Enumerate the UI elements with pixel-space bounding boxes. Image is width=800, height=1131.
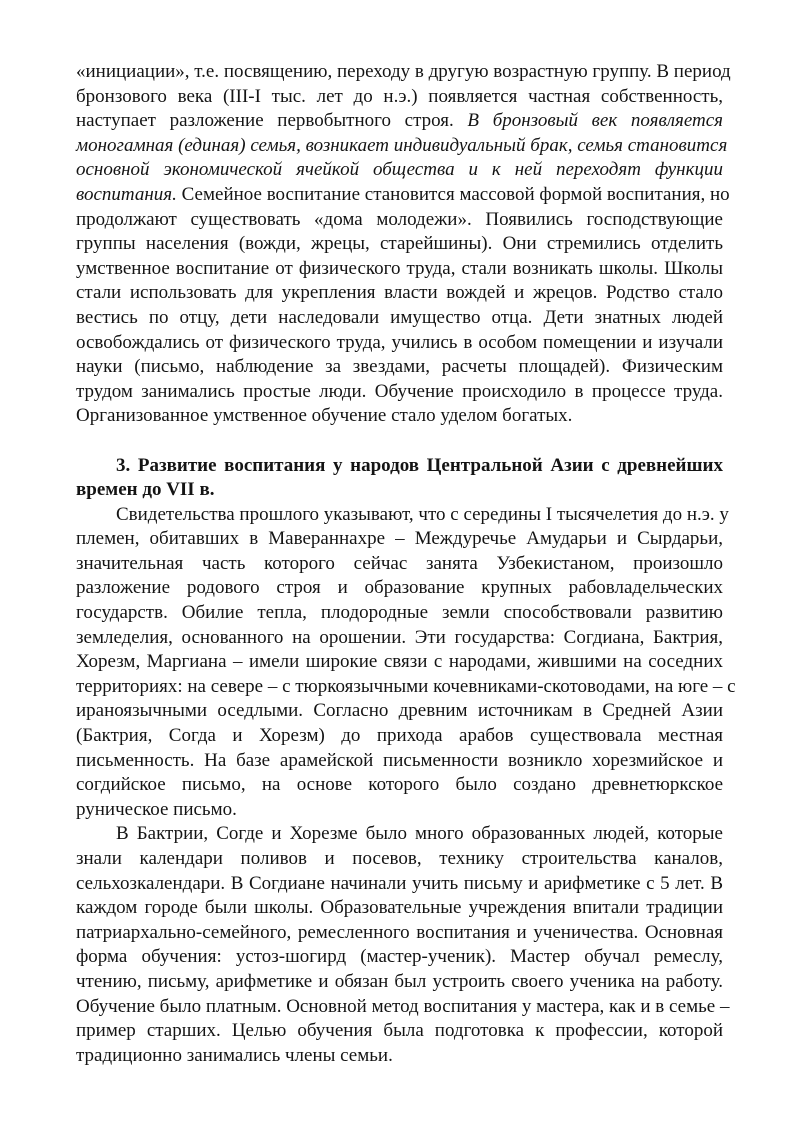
text-line: (Бактрия, Согда и Хорезм) до прихода арабов существовала местная xyxy=(76,725,723,747)
italic-segment: В бронзовый век появляется xyxy=(467,110,723,132)
text-line: значительная часть которого сейчас занята Узбекистаном, произошло xyxy=(76,552,723,574)
text-segment: Семейное воспитание становится массовой формой воспитания, но xyxy=(181,183,730,205)
text-line: Свидетельства прошлого указывают, что с середины I тысячелетия до н.э. у xyxy=(116,503,729,525)
text-line: каждом городе были школы. Образовательные учреждения впитали традиции xyxy=(76,897,723,919)
paragraph-education xyxy=(76,822,730,1068)
text-line: пример старших. Целью обучения была подготовка к профессии, которой xyxy=(76,1020,723,1042)
text-line: согдийское письмо, на основе которого было создано древнетюркское xyxy=(76,774,723,796)
text-line: «инициации», т.е. посвящению, переходу в другую возрастную группу. В период xyxy=(76,61,731,82)
text-line xyxy=(76,109,723,134)
text-line: Организованное умственное обучение стало уделом богатых. xyxy=(76,405,573,427)
text-line: сельхозкалендари. В Согдиане начинали учить письму и арифметике с 5 лет. В xyxy=(76,872,723,894)
paragraph-intro xyxy=(76,60,731,429)
text-line: земледелия, основанного на орошении. Эти государства: Согдиана, Бактрия, xyxy=(76,626,723,648)
heading-line: времен до VII в. xyxy=(76,479,215,501)
text-line: трудом занимались простые люди. Обучение происходило в процессе труда. xyxy=(76,380,723,402)
text-line: территориях: на севере – с тюркоязычными кочевниками-скотоводами, на юге – с xyxy=(76,675,736,697)
text-line: племен, обитавших в Мавераннахре – Междуречье Амударьи и Сырдарьи, xyxy=(76,528,723,550)
text-line: знали календари поливов и посевов, технику строительства каналов, xyxy=(76,848,723,869)
text-line: традиционно занимались члены семьи. xyxy=(76,1044,393,1066)
text-line: группы населения (вожди, жрецы, старейшины). Они стремились отделить xyxy=(76,233,723,255)
text-line: руническое письмо. xyxy=(76,798,237,820)
text-line: умственное воспитание от физического труда, стали возникать школы. Школы xyxy=(76,257,723,279)
italic-segment: воспитания. xyxy=(76,183,177,205)
text-line: ираноязычными оседлыми. Согласно древним источникам в Средней Азии xyxy=(76,700,723,722)
document-page xyxy=(76,60,736,1068)
text-line xyxy=(76,183,730,208)
text-segment: наступает разложение первобытного строя. xyxy=(76,110,454,132)
text-line: чтению, письму, арифметике и обязан был устроить своего ученика на работу. xyxy=(76,970,723,992)
text-line: В Бактрии, Согде и Хорезме было много образованных людей, которые xyxy=(116,823,723,845)
text-line: освобождались от физического труда, учились в особом помещении и изучали xyxy=(76,331,723,353)
text-line: вестись по отцу, дети наследовали имущество отца. Дети знатных людей xyxy=(76,306,723,328)
section-heading xyxy=(76,454,723,503)
text-line: науки (письмо, наблюдение за звездами, расчеты площадей). Физическим xyxy=(76,356,723,378)
text-line: разложение родового строя и образование крупных рабовладельческих xyxy=(76,577,723,599)
paragraph-gap xyxy=(76,429,723,454)
text-line: письменность. На базе арамейской письменности возникло хорезмийское и xyxy=(76,749,723,771)
italic-line: моногамная (единая) семья, возникает индивидуальный брак, семья становится xyxy=(76,134,728,156)
text-line: государств. Обилие тепла, плодородные земли способствовали развитию xyxy=(76,602,723,624)
text-line: Хорезм, Маргиана – имели широкие связи с народами, жившими на соседних xyxy=(76,651,723,673)
text-line: бронзового века (III-I тыс. лет до н.э.) появляется частная собственность, xyxy=(76,85,723,107)
text-line: продолжают существовать «дома молодежи». Появились господствующие xyxy=(76,208,723,230)
text-line: Обучение было платным. Основной метод воспитания у мастера, как и в семье – xyxy=(76,995,730,1017)
text-line: форма обучения: устоз-шогирд (мастер-ученик). Мастер обучал ремеслу, xyxy=(76,946,723,968)
paragraph-central-asia xyxy=(76,503,736,823)
italic-line: основной экономической ячейкой общества и к ней переходят функции xyxy=(76,159,723,181)
text-line: патриархально-семейного, ремесленного воспитания и ученичества. Основная xyxy=(76,921,723,943)
heading-line: 3. Развитие воспитания у народов Центральной Азии с древнейших xyxy=(116,454,723,476)
text-line: стали использовать для укрепления власти вождей и жрецов. Родство стало xyxy=(76,282,723,304)
